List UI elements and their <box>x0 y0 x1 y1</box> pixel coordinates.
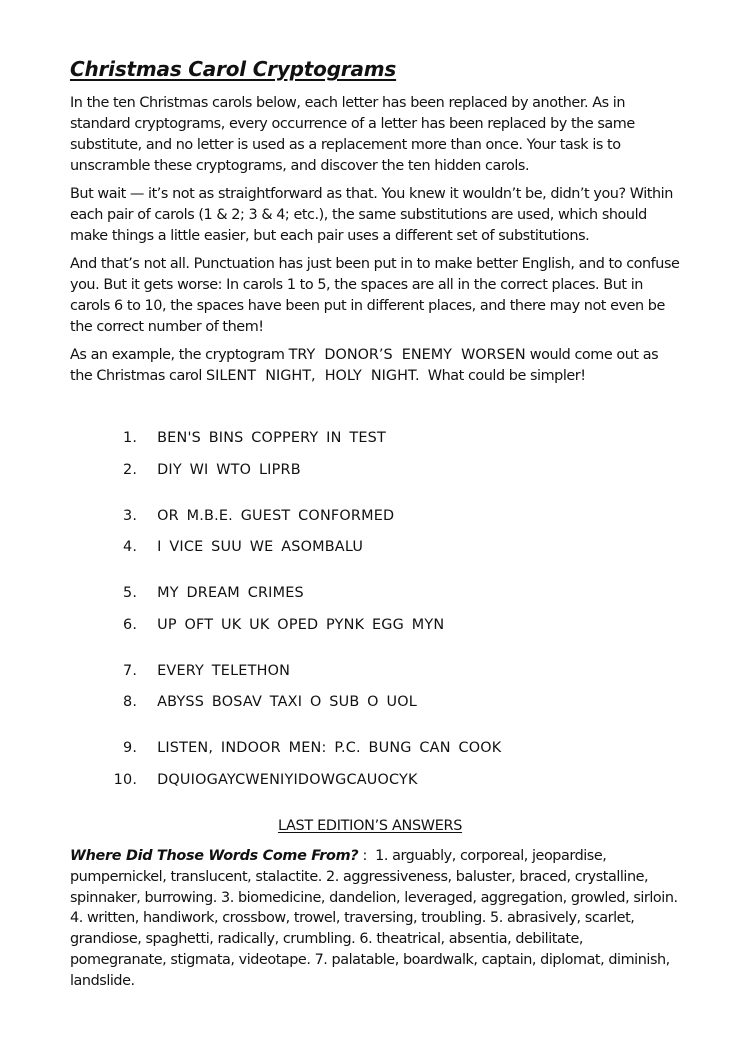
carol-number: 10. <box>113 772 138 788</box>
carol-number: 9. <box>122 740 138 756</box>
page-title: Christmas Carol Cryptograms <box>70 57 397 81</box>
example-prefix: As an example, the cryptogram <box>70 347 289 363</box>
carol-number: 8. <box>122 694 138 710</box>
example-suffix: What could be simpler! <box>419 368 586 384</box>
intro-paragraph-3: And that’s not all. Punctuation has just been put in to make better English, and to confuse you. But it gets worse: In carols 1 to 5, the spaces are all in the correct places. But in carols 6 to 10, the spaces have been put in different places, and there may not even be the correct number of them! <box>70 256 680 335</box>
carol-cryptogram: DQUIOGAYCWENIYIDOWGCAUOCYK <box>157 772 418 788</box>
carol-cryptogram: EVERY TELETHON <box>157 663 291 679</box>
carol-cryptogram: DIY WI WTO LIPRB <box>157 462 301 478</box>
carol-number: 1. <box>122 430 138 446</box>
intro-paragraph-1: In the ten Christmas carols below, each letter has been replaced by another. As in standard cryptograms, every occurrence of a letter has been replaced by the same substitute, and no letter is used as a replacement more than once. Your task is to unscramble these cryptograms, and discover the ten hidden carols. <box>70 95 635 174</box>
carol-cryptogram: ABYSS BOSAV TAXI O SUB O UOL <box>157 694 417 710</box>
carol-cryptogram: OR M.B.E. GUEST CONFORMED <box>157 508 395 524</box>
carol-item <box>80 446 301 494</box>
carol-cryptogram: MY DREAM CRIMES <box>157 585 304 601</box>
answers-separator: : <box>358 848 376 864</box>
carol-number: 7. <box>122 663 138 679</box>
carol-item <box>80 601 444 649</box>
answers-paragraph <box>70 846 680 992</box>
carol-number: 6. <box>122 617 138 633</box>
example-paragraph <box>70 345 680 387</box>
carol-item <box>80 756 418 804</box>
answers-text: 1. arguably, corporeal, jeopardise, pumpernickel, translucent, stalactite. 2. aggressiveness, baluster, braced, crystalline, spinnaker, burrowing. 3. biomedicine, dandelion, leveraged, aggregation, growled, sirloin. 4. written, handiwork, crossbow, trowel, traversing, troubling. 5. abrasively, scarlet, grandiose, spaghetti, radically, crumbling. 6. theatrical, absentia, debilitate, pomegranate, stigmata, videotape. 7. palatable, boardwalk, captain, diplomat, diminish, landslide. <box>70 848 678 989</box>
carol-cryptogram: UP OFT UK UK OPED PYNK EGG MYN <box>157 617 445 633</box>
carol-cryptogram: BEN'S BINS COPPERY IN TEST <box>157 430 386 446</box>
carol-number: 5. <box>122 585 138 601</box>
carol-number: 4. <box>122 539 138 555</box>
carol-cryptogram: I VICE SUU WE ASOMBALU <box>157 539 364 555</box>
document-page <box>70 56 680 394</box>
carol-number: 3. <box>122 508 138 524</box>
answers-heading: LAST EDITION’S ANSWERS <box>277 818 463 834</box>
intro-paragraph-2: But wait — it’s not as straightforward as that. You knew it wouldn’t be, didn’t you? Within each pair of carols (1 & 2; 3 & 4; etc.), the same substitutions are used, which should make things a little easier, but each pair uses a different set of substitutions. <box>70 186 673 244</box>
answers-puzzle-name: Where Did Those Words Come From? <box>70 848 359 864</box>
carol-item <box>80 523 363 571</box>
example-solution: SILENT NIGHT, HOLY NIGHT. <box>206 368 420 384</box>
carol-item <box>80 678 417 726</box>
carol-number: 2. <box>122 462 138 478</box>
example-cryptogram: TRY DONOR’S ENEMY WORSEN <box>288 347 526 363</box>
example-middle: would come out as the Christmas carol <box>70 347 659 384</box>
carol-cryptogram: LISTEN, INDOOR MEN: P.C. BUNG CAN COOK <box>157 740 502 756</box>
